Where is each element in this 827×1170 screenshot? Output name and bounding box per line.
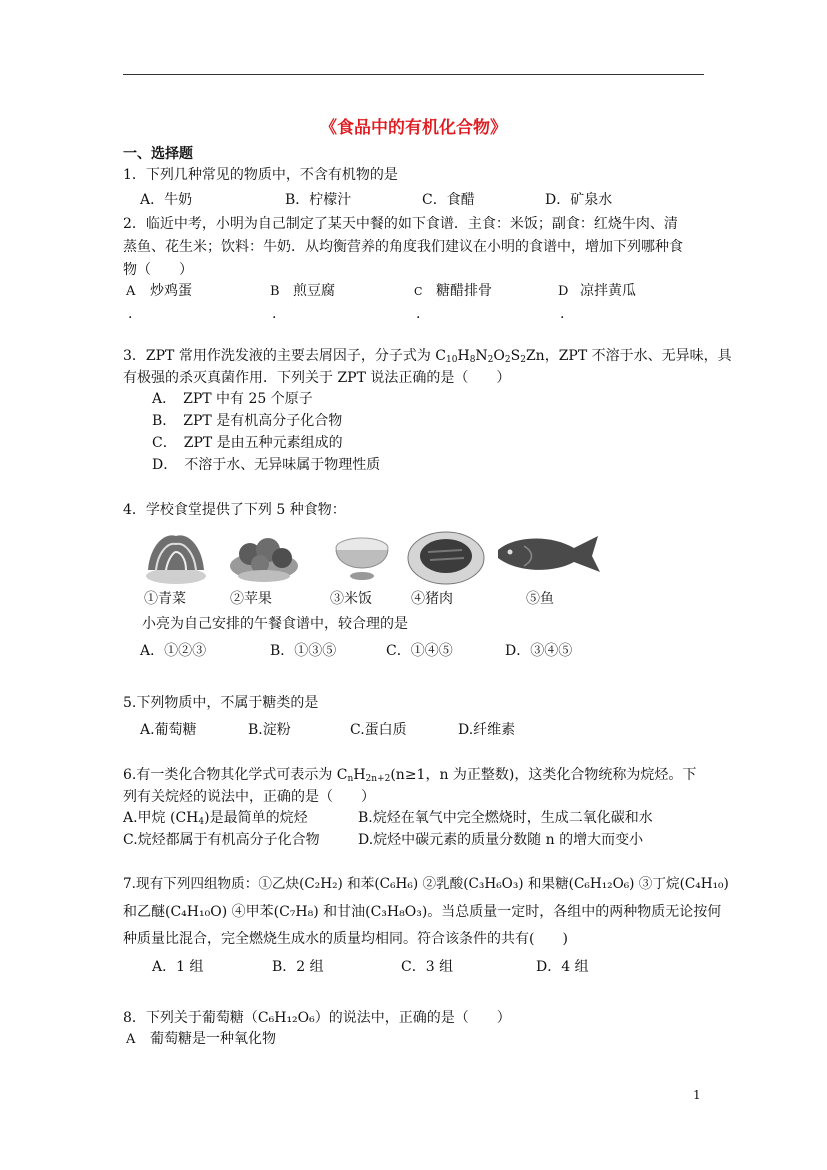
q7-line2: 和乙醚(C₄H₁₀O) ④甲苯(C₇H₈) 和甘油(C₃H₈O₃)。当总质量一定时，各组中的两种物质无论按何: [123, 904, 722, 920]
q2-option-c[interactable]: 糖醋排骨: [436, 283, 492, 299]
pork-image: [406, 526, 486, 586]
fish-image: [494, 526, 606, 586]
q6-formula-el: H: [353, 767, 366, 783]
q7-option-b[interactable]: B．2 组: [272, 959, 324, 975]
q7-line1: 7.现有下列四组物质：①乙炔(C₂H₂) 和苯(C₆H₆) ②乳酸(C₃H₆O₃) 和果糖(C₆H₁₂O₆) ③丁烷(C₄H₁₀): [123, 876, 729, 892]
food-images: [136, 526, 606, 608]
q5-stem: 5.下列物质中，不属于糖类的是: [123, 695, 319, 711]
q8-option-a-letter: A: [126, 1032, 136, 1047]
q6-option-a[interactable]: [123, 808, 308, 828]
q3-line1: [123, 346, 732, 366]
q5-option-b[interactable]: B.淀粉: [248, 722, 291, 738]
rice-image: [332, 526, 392, 586]
q3-option-c[interactable]: C． ZPT 是由五种元素组成的: [152, 435, 343, 451]
q2-option-d-letter: D: [558, 284, 569, 299]
q3-formula-el: Zn: [525, 348, 545, 364]
q3-line1-post: ，ZPT 不溶于水、无异味，具: [544, 348, 732, 364]
q5-option-c[interactable]: C.蛋白质: [350, 722, 407, 738]
q3-option-b[interactable]: B． ZPT 是有机高分子化合物: [152, 413, 343, 429]
q7-option-c[interactable]: C．3 组: [401, 959, 454, 975]
q2-option-b[interactable]: 煎豆腐: [293, 283, 335, 299]
q2-option-c-letter: C: [414, 285, 423, 298]
q2-option-b-letter: B: [270, 284, 280, 299]
q6-option-a-sub: 4: [198, 817, 205, 827]
q4-line2: 小亮为自己安排的午餐食谱中，较合理的是: [142, 616, 408, 632]
q2-option-d-dot: .: [560, 306, 565, 322]
q7-line3: 种质量比混合，完全燃烧生成水的质量均相同。符合该条件的共有( ): [123, 931, 568, 947]
q2-option-d[interactable]: 凉拌黄瓜: [580, 283, 636, 299]
q6-formula-sub: n: [347, 774, 354, 784]
q1-stem: 1．下列几种常见的物质中，不含有机物的是: [123, 167, 398, 183]
q2-option-b-dot: .: [272, 306, 277, 322]
q6-option-d[interactable]: D.烷烃中碳元素的质量分数随 n 的增大而变小: [358, 832, 644, 848]
q6-line1-post: (n≥1，n 为正整数)，这类化合物统称为烷烃。下: [390, 767, 697, 783]
q3-formula-sub: 2: [487, 355, 494, 365]
q3-line1-pre: 3．ZPT 常用作洗发液的主要去屑因子，分子式为 C: [123, 348, 447, 364]
q2-line3: 物（ ）: [123, 262, 193, 278]
q4-option-c[interactable]: C．①④⑤: [386, 643, 453, 659]
q6-option-a-text: A.甲烷 (CH: [123, 810, 199, 826]
q4-option-d[interactable]: D．③④⑤: [505, 643, 573, 659]
q6-line2: 列有关烷烃的说法中，正确的是（ ）: [123, 789, 375, 805]
q6-option-c[interactable]: C.烷烃都属于有机高分子化合物: [123, 832, 320, 848]
food-caption: ①青菜: [144, 591, 186, 607]
q6-line1: [123, 765, 696, 785]
q7-option-a[interactable]: A．1 组: [152, 959, 204, 975]
q3-formula-sub: 10: [446, 355, 458, 365]
q2-line2: 蒸鱼、花生米；饮料：牛奶．从均衡营养的角度我们建议在小明的食谱中，增加下列哪种食: [123, 239, 683, 255]
q6-option-b[interactable]: B.烷烃在氧气中完全燃烧时，生成二氧化碳和水: [358, 810, 653, 826]
q5-option-a[interactable]: A.葡萄糖: [140, 722, 197, 738]
q2-line1: 2．临近中考，小明为自己制定了某天中餐的如下食谱．主食：米饭；副食：红烧牛肉、清: [123, 216, 678, 232]
q2-option-a-letter: A: [126, 284, 136, 299]
q3-formula-sub: 8: [469, 355, 476, 365]
q3-formula-sub: 2: [504, 355, 511, 365]
q1-option-b[interactable]: B．柠檬汁: [285, 192, 352, 208]
q7-option-d[interactable]: D．4 组: [536, 959, 589, 975]
document-title: 《食品中的有机化合物》: [320, 118, 507, 138]
q3-formula-sub: 2: [520, 355, 526, 365]
q4-stem: 4．学校食堂提供了下列 5 种食物：: [123, 502, 346, 518]
header-rule: [123, 74, 704, 75]
q6-option-a-text: )是最简单的烷烃: [204, 810, 308, 826]
food-caption: ④猪肉: [411, 591, 453, 607]
q4-option-b[interactable]: B．①③⑤: [270, 643, 337, 659]
q3-option-a[interactable]: A． ZPT 中有 25 个原子: [152, 391, 313, 407]
q8-stem: 8．下列关于葡萄糖（C₆H₁₂O₆）的说法中，正确的是（ ）: [123, 1010, 511, 1026]
q2-option-a[interactable]: 炒鸡蛋: [150, 283, 192, 299]
q3-formula-el: O: [493, 348, 505, 364]
q3-formula-el: N: [475, 348, 488, 364]
food-caption: ③米饭: [330, 591, 372, 607]
q3-line2: 有极强的杀灭真菌作用．下列关于 ZPT 说法正确的是（ ）: [123, 370, 511, 386]
food-caption: ②苹果: [230, 591, 272, 607]
section-heading: 一、选择题: [123, 146, 193, 162]
q8-option-a[interactable]: 葡萄糖是一种氧化物: [150, 1031, 276, 1047]
q1-option-d[interactable]: D．矿泉水: [545, 192, 613, 208]
q5-option-d[interactable]: D.纤维素: [458, 722, 516, 738]
q2-option-a-dot: .: [128, 306, 133, 322]
q6-formula-sub: 2n+2: [365, 774, 391, 784]
q3-formula-el: S: [510, 348, 521, 364]
q3-option-d[interactable]: D． 不溶于水、无异味属于物理性质: [152, 457, 381, 473]
apple-image: [228, 526, 300, 586]
cabbage-image: [140, 526, 212, 586]
q1-option-c[interactable]: C．食醋: [422, 192, 475, 208]
q4-option-a[interactable]: A．①②③: [140, 643, 207, 659]
q6-line1-pre: 6.有一类化合物其化学式可表示为 C: [123, 767, 348, 783]
q2-option-c-dot: .: [416, 306, 421, 322]
page-number: 1: [693, 1088, 701, 1102]
food-caption: ⑤鱼: [526, 591, 554, 607]
q1-option-a[interactable]: A．牛奶: [140, 192, 193, 208]
q3-formula-el: H: [457, 348, 470, 364]
